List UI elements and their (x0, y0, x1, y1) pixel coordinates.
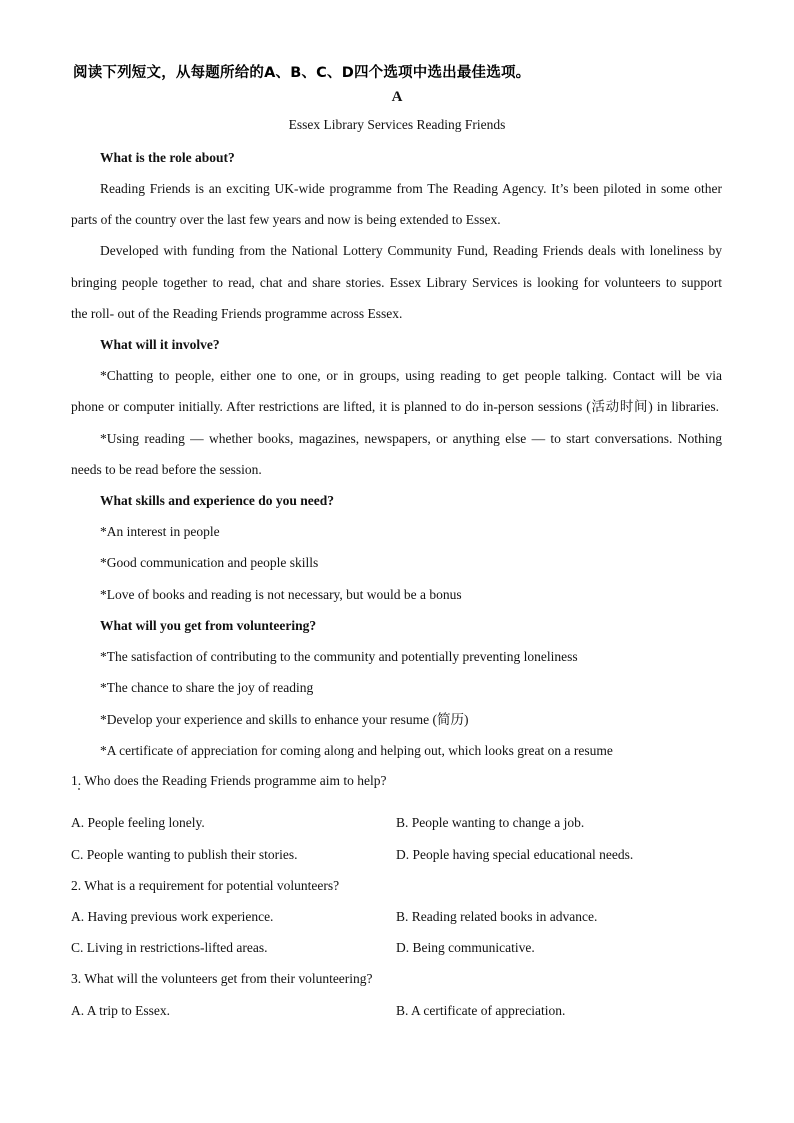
section-letter: A (391, 89, 403, 105)
option-c: C. People wanting to publish their stories. (71, 847, 298, 862)
skill-item: *Good communication and people skills (100, 555, 319, 570)
option-d: D. People having special educational needs. (396, 847, 634, 862)
passage-title: Essex Library Services Reading Friends (288, 117, 506, 132)
paragraph-line: *Using reading — whether books, magazines, newspapers, or anything else — to start conversations. Nothing (100, 431, 722, 446)
paragraph-line: bringing people together to read, chat and share stories. Essex Library Services is looking for volunteers to support (71, 275, 722, 290)
paragraph-line: Developed with funding from the National Lottery Community Fund, Reading Friends deals with loneliness by (100, 243, 722, 258)
option-a: A. Having previous work experience. (71, 909, 274, 924)
paragraph-line: phone or computer initially. After restrictions are lifted, it is planned to do in-person sessions (活动时间) in libraries. (71, 399, 719, 414)
benefit-item: *The satisfaction of contributing to the community and potentially preventing loneliness (100, 649, 578, 664)
paragraph-line: *Chatting to people, either one to one, or in groups, using reading to get people talking. Contact will be via (100, 368, 722, 383)
benefit-item: *A certificate of appreciation for coming along and helping out, which looks great on a resume (100, 743, 613, 758)
benefit-item: *The chance to share the joy of reading (100, 680, 314, 695)
paragraph-line: parts of the country over the last few years and now is being extended to Essex. (71, 212, 501, 227)
paragraph-line: Reading Friends is an exciting UK-wide programme from The Reading Agency. It’s been piloted in some other (100, 181, 722, 196)
option-b: B. Reading related books in advance. (396, 909, 598, 924)
option-c: C. Living in restrictions-lifted areas. (71, 940, 268, 955)
skill-item: *Love of books and reading is not necessary, but would be a bonus (100, 587, 462, 602)
heading-role: What is the role about? (100, 150, 235, 165)
heading-skills: What skills and experience do you need? (100, 493, 335, 508)
option-d: D. Being communicative. (396, 940, 535, 955)
stray-mark (78, 788, 80, 790)
option-b: B. A certificate of appreciation. (396, 1003, 566, 1018)
paragraph-line: needs to be read before the session. (71, 462, 262, 477)
benefit-item: *Develop your experience and skills to enhance your resume (简历) (100, 712, 469, 727)
heading-benefits: What will you get from volunteering? (100, 618, 317, 633)
option-b: B. People wanting to change a job. (396, 815, 585, 830)
question-stem: 2. What is a requirement for potential volunteers? (71, 878, 340, 893)
skill-item: *An interest in people (100, 524, 220, 539)
option-a: A. People feeling lonely. (71, 815, 205, 830)
instruction-text: 阅读下列短文，从每题所给的A、B、C、D四个选项中选出最佳选项。 (73, 65, 531, 81)
heading-involve: What will it involve? (100, 337, 220, 352)
question-stem: 3. What will the volunteers get from their volunteering? (71, 971, 373, 986)
paragraph-line: the roll- out of the Reading Friends programme across Essex. (71, 306, 403, 321)
question-stem: 1. Who does the Reading Friends programme aim to help? (71, 773, 387, 788)
option-a: A. A trip to Essex. (71, 1003, 171, 1018)
